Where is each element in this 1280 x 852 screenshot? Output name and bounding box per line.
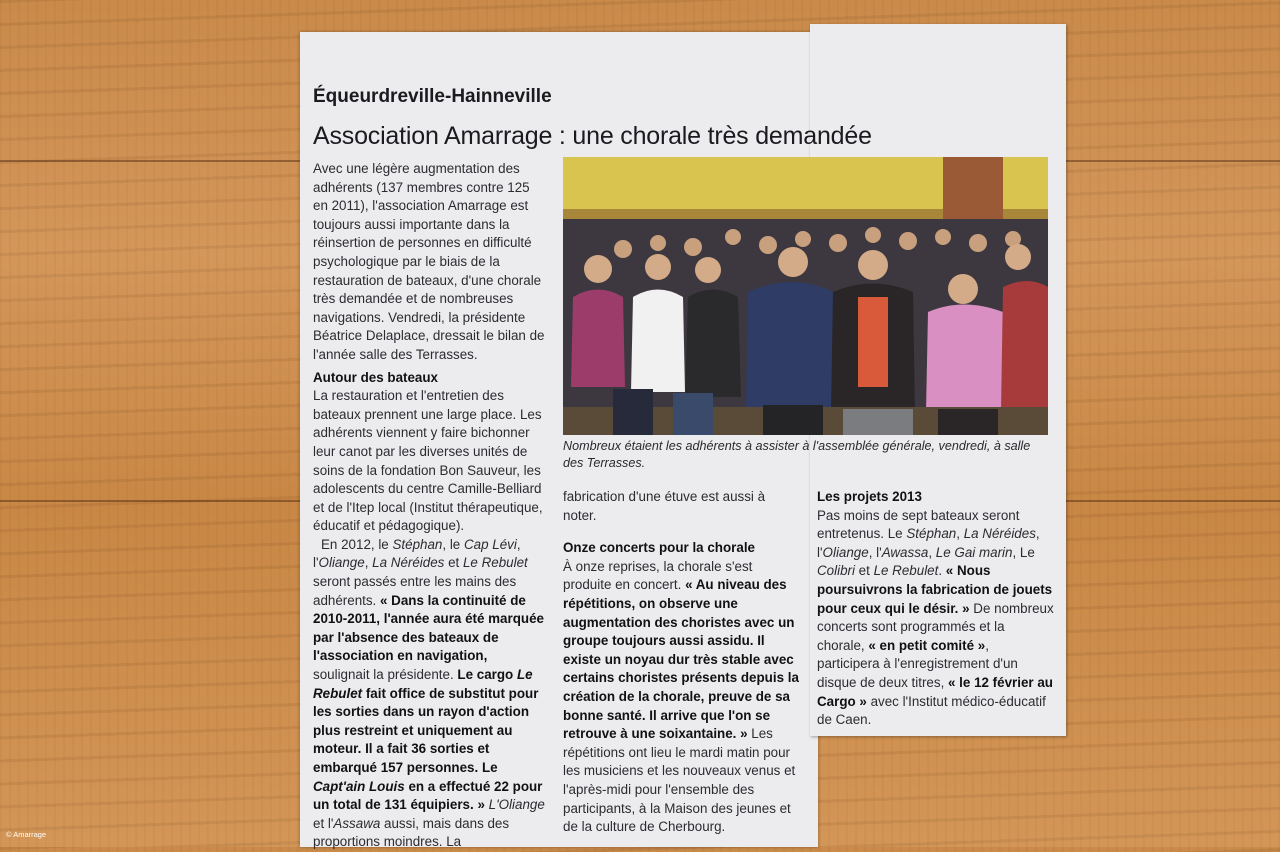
subhead-projects: Les projets 2013 [817,489,922,504]
article-intro: Avec une légère augmentation des adhérents (137 membres contre 125 en 2011), l'association Amarrage est toujours aussi importante dans la réinsertion de personnes en difficulté psychologique par le biais de la restauration de bateaux, d'une chorale très demandée et de nombreuses navigations. Vendredi, la présidente Béatrice Delaplace, dressait le bilan de l'année salle des Terrasses. [313,161,545,362]
paragraph-2012: En 2012, le Stéphan, le Cap Lévi, l'Oliange, La Néréides et Le Rebulet seront passés entre les mains des adhérents. « Dans la continuité de 2010-2011, l'année aura été marquée par l'absence des bateaux de l'association en navigation, soulignait la présidente. Le cargo Le Rebulet fait office de substitut pour les sorties dans un rayon d'action plus restreint et uniquement au moteur. Il a fait 36 sorties et embarqué 157 personnes. Le Capt'ain Louis en a effectué 22 pour un total de 131 équipiers. » L'Oliange et l'Assawa aussi, mais dans des proportions moindres. La [313,536,545,850]
article-locality: Équeurdreville-Hainneville [313,86,552,107]
paragraph-projects: Pas moins de sept bateaux seront entretenus. Le Stéphan, La Néréides, l'Oliange, l'Awassa, Le Gai marin, Le Colibri et Le Rebulet. « Nous poursuivrons la fabrication de jouets pour ceux qui le désir. » De nombreux concerts sont programmés et la chorale, « en petit comité », participera à l'enregistrement d'un disque de deux titres, « le 12 février au Cargo » avec l'Institut médico-éducatif de Caen. [817,507,1054,728]
subhead-boats: Autour des bateaux [313,369,439,385]
copyright-watermark: © Amarrage [6,830,47,839]
paragraph-boats: La restauration et l'entretien des bateaux prennent une large place. Les adhérents viennent y faire bichonner leur canot par les diverses unités de soins de la fondation Bon Sauveur, les adolescents du centre Camille-Belliard et de l'Itep local (Institut thérapeutique, éducatif et pédagogique). [313,388,543,534]
audience-photo [563,157,1048,435]
article-headline: Association Amarrage : une chorale très demandée [313,122,872,150]
article-column-1 [313,160,547,852]
column-2-continuation: fabrication d'une étuve est aussi à noter. [563,489,766,523]
photo-caption: Nombreux étaient les adhérents à assister à l'assemblée générale, vendredi, à salle des Terrasses. [563,439,1031,470]
article-column-3 [817,488,1054,730]
article-column-2 [563,488,799,837]
paragraph-choir: À onze reprises, la chorale s'est produite en concert. « Au niveau des répétitions, on observe une augmentation des choristes avec un groupe toujours aussi assidu. Il existe un noyau dur très stable avec certains choristes présents depuis la création de la chorale, preuve de sa bonne santé. Il arrive que l'on se retrouve à une soixantaine. » Les répétitions ont lieu le mardi matin pour les musiciens et les nouveaux venus et l'après-midi pour l'ensemble des participants, à la Maison des jeunes et de la culture de Cherbourg. [563,558,799,835]
subhead-choir: Onze concerts pour la chorale [563,540,755,556]
